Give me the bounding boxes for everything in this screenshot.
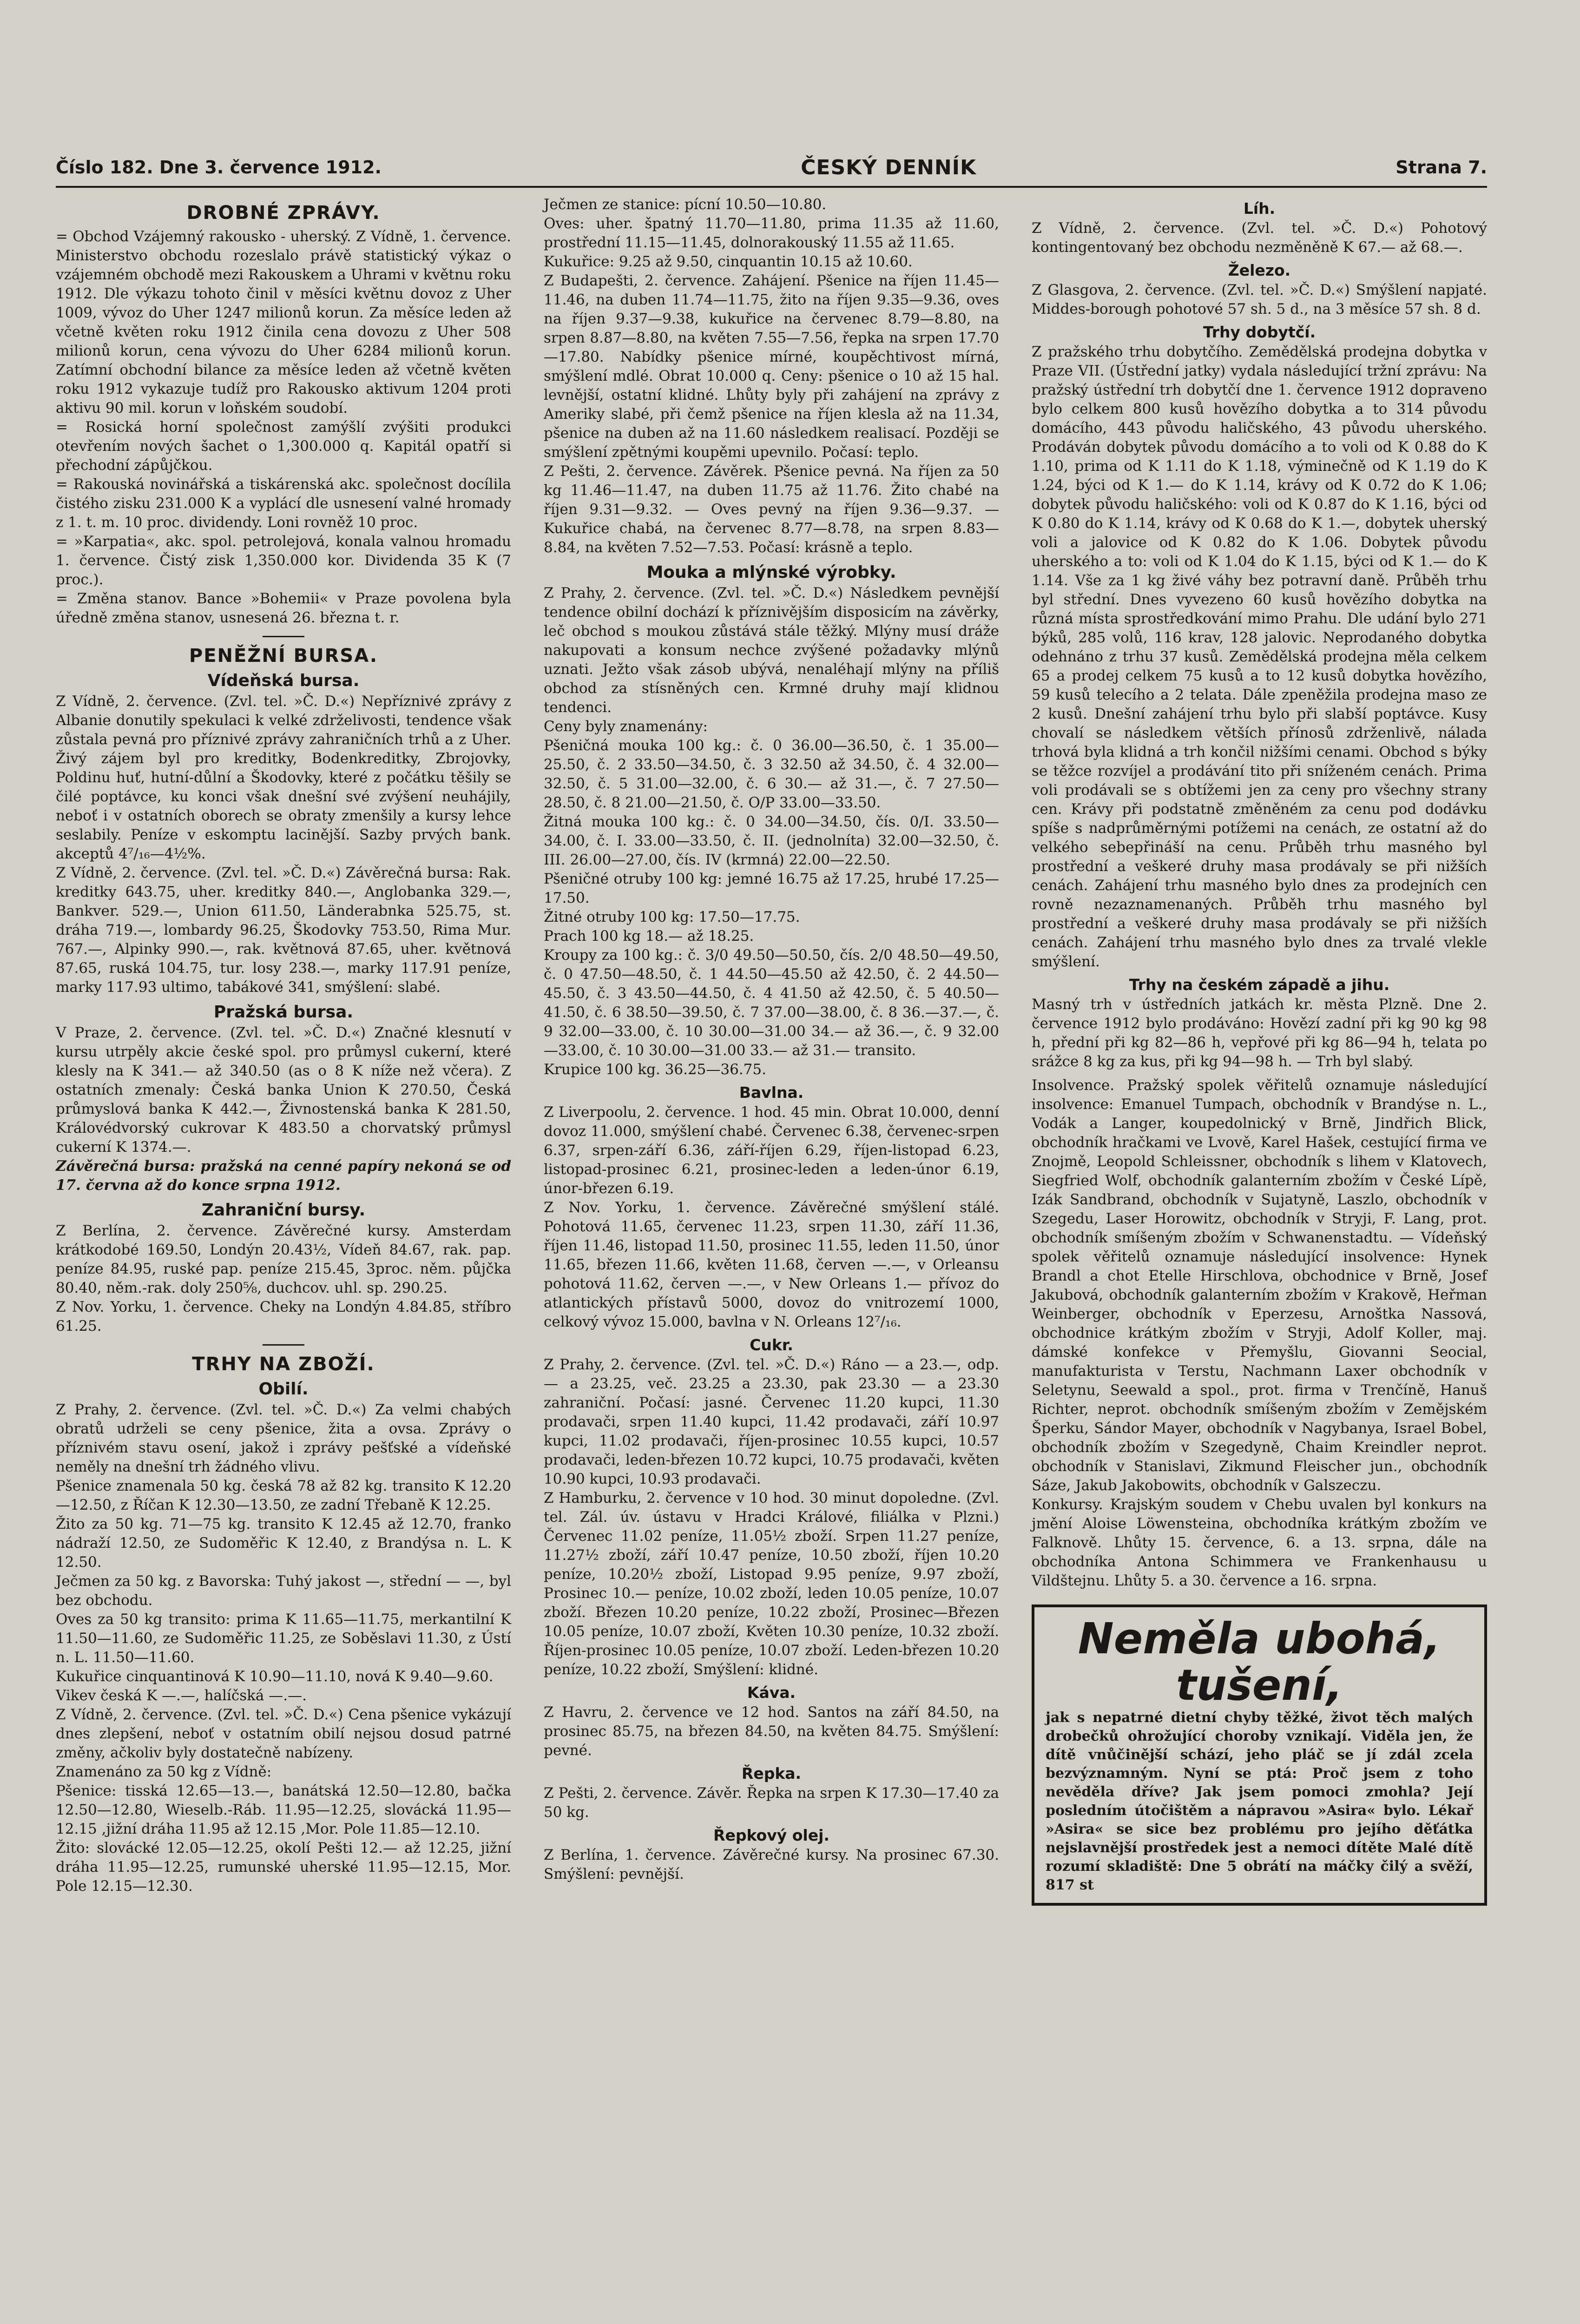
header-rule xyxy=(56,186,1487,188)
ad-text: jak s nepatrné dietní chyby těžké, život těch malých drobečků ohrožující choroby vznikají. Viděla jen, že dítě vnůčinější schází, jeho pláč se jí zdál zcela bezvýznamným. Nyní se ptá: Proč jsem z toho nevěděla dříve? Jak jsem pomoci zmohla? Její posledním útočištěm a nápravou »Asira« bylo. Lékař »Asira« se sice bez problému pro jejího děťátka nejslavnější prostředek jest a nemoci dítěte Malé dítě rozumí skladiště: Dne 5 obrátí na máčky čilý a svěží, 817 st xyxy=(1046,1710,1473,1893)
article-text: Z Vídně, 2. července. (Zvl. tel. »Č. D.«) Nepříznivé zprávy z Albanie donutily spekulaci k velké zdrželivosti, tendence však zůstala pevná pro příznivé zprávy zahraničních trhů a z Uher. Živý zájem byl pro kreditky, Bodenkreditky, Zbrojovky, Poldinu huť, hutní-důlní a Škodovky, které z počátku těšily se čilé poptávce, ku konci však dnešní své zvýšení neuhájily, neboť i v ostatních oborech se obraty zmenšily a kursy lehce seslabily. Peníze v eskomptu lacinější. Sazby prvých bank. akceptů 4⁷/₁₆—4½%. xyxy=(56,693,511,862)
article-text: Ječmen za 50 kg. z Bavorska: Tuhý jakost —, střední — —, byl bez obchodu. xyxy=(56,1573,511,1609)
article-text: Žitná mouka 100 kg.: č. 0 34.00—34.50, čís. 0/I. 33.50—34.00, č. I. 33.00—33.50, č. II. (jednolníta) 32.00—32.50, č. III. 26.00—27.00, čís. IV (krmná) 22.00—22.50. xyxy=(544,813,999,868)
article-text: Ceny byly znamenány: xyxy=(544,718,708,735)
article-text: = »Karpatia«, akc. spol. petrolejová, konala valnou hromadu 1. července. Čistý zisk 1,350.000 kor. Dividenda 35 K (7 proc.). xyxy=(56,533,511,588)
article-text: Z Nov. Yorku, 1. července. Cheky na Londýn 4.84.85, stříbro 61.25. xyxy=(56,1299,511,1334)
separator xyxy=(263,1344,304,1346)
article-text: Kukuřice: 9.25 až 9.50, cinquantin 10.15 až 10.60. xyxy=(544,253,913,270)
section-title: PENĚŽNÍ BURSA. xyxy=(189,645,378,667)
subsection-title: Vídeňská bursa. xyxy=(207,671,360,690)
article-text: Pšeničné otruby 100 kg: jemné 16.75 až 17.25, hrubé 17.25—17.50. xyxy=(544,871,999,906)
article-text: Z Prahy, 2. července. (Zvl. tel. »Č. D.«) Za velmi chabých obratů udrželi se ceny pšenice, žita a ovsa. Zprávy o příznivém stavu osení, jakož i zprávy pešťské a vídeňské neměly na dnešní trh žádného vlivu. xyxy=(56,1401,511,1475)
article-text: Z Pešti, 2. července. Závěr. Řepka na srpen K 17.30—17.40 za 50 kg. xyxy=(544,1785,999,1821)
article-text: Z Budapešti, 2. července. Zahájení. Pšenice na říjen 11.45—11.46, na duben 11.74—11.75, žito na říjen 9.35—9.36, oves na říjen 9.37—9.38, kukuřice na červenec 8.79—8.80, na srpen 8.87—8.80, na květen 7.55—7.56, řepka na srpen 17.70—17.80. Nabídky pšenice mírné, koupěchtivost mírná, smýšlení mdlé. Obrat 10.000 q. Ceny: pšenice o 10 až 15 hal. levnější, ostatní klidné. Lhůty byly při zahájení na zprávy z Ameriky slabé, při čemž pšenice na říjen klesla až na 11.34, pšenice na duben až na 11.60 následkem realisací. Později se smýšlení zpětnými koupěmi upevnilo. Počasí: teplo. xyxy=(544,272,999,461)
column-1 xyxy=(56,195,511,1896)
subsection-title: Řepkový olej. xyxy=(713,1826,830,1844)
subsection-title: Bavlna. xyxy=(739,1083,804,1102)
subsection-title: Líh. xyxy=(1243,199,1276,218)
subsection-title: Trhy na českém západě a jihu. xyxy=(1129,976,1390,994)
article-text: Ječmen ze stanice: pícní 10.50—10.80. xyxy=(544,196,827,213)
subsection-title: Trhy dobytčí. xyxy=(1203,323,1316,341)
article-text: Z Vídně, 2. července. (Zvl. tel. »Č. D.«) Pohotový kontingentovaný bez obchodu nezměněně K 67.— až 68.—. xyxy=(1032,220,1487,256)
article-text: Z Prahy, 2. července. (Zvl. tel. »Č. D.«) Následkem pevnější tendence obilní dochází k příznivějším disposicím na závěrky, leč obchod s moukou zůstává stále těžký. Mlýny musí dráže nakupovati a konsum nechce zvýšené požadavky mlýnů uznati. Ježto však zásob ubývá, nenaléhají mlýny na příliš obchod za stísněných cen. Krmné druhy mají klidnou tendenci. xyxy=(544,585,999,716)
article-text: Z Havru, 2. července ve 12 hod. Santos na září 84.50, na prosinec 85.75, na březen 84.50, na květen 84.75. Smýšlení: pevné. xyxy=(544,1704,999,1759)
column-3 xyxy=(1032,195,1487,1906)
article-text: Masný trh v ústředních jatkách kr. města Plzně. Dne 2. července 1912 bylo prodáváno: Hovězí zadní při kg 90 kg 98 h, přední při kg 82—86 h, vepřové při kg 86—94 h, telata po srážce 8 kg za kus, při kg 94—98 h. — Trh byl slabý. xyxy=(1032,996,1487,1070)
separator xyxy=(263,636,304,637)
article-text: = Obchod Vzájemný rakousko - uherský. Z Vídně, 1. července. Ministerstvo obchodu rozeslalo právě statistický výkaz o vzájemném obchodě mezi Rakouskem a Uhrami v květnu roku 1912. Dle výkazu tohoto činil v měsíci květnu dovoz z Uher 1009, vývoz do Uher 1247 milionů korun. Za měsíce leden až včetně květen roku 1912 činila cena dovozu z Uher 508 milionů korun, cena vývozu do Uher 6284 milionů korun. Zatímní obchodní bilance za měsíce leden až včetně květen roku 1912 vykazuje tudíž pro Rakousko aktivum 1204 proti aktivu 90 mil. korun v loňském soudobí. xyxy=(56,228,511,416)
issue-date: Číslo 182. Dne 3. července 1912. xyxy=(56,157,382,178)
article-text: = Rakouská novinářská a tiskárenská akc. společnost docílila čistého zisku 231.000 K a vyplácí dle usnesení valné hromady z 1. t. m. 10 proc. dividendy. Loni rovněž 10 proc. xyxy=(56,476,511,531)
article-text: Kroupy za 100 kg.: č. 3/0 49.50—50.50, čís. 2/0 48.50—49.50, č. 0 47.50—48.50, č. 1 44.50—45.50 až 42.50, č. 2 44.50—45.50, č. 3 43.50—44.50, č. 4 41.50 až 42.50, č. 5 40.50—41.50, č. 6 38.50—39.50, č. 7 37.00—38.00, č. 8 36.—37.—, č. 9 32.00—33.00, č. 10 30.00—31.00 34.— až 36.—, č. 9 32.00—33.00, č. 10 30.00—31.00 33.— až 31.— transito. xyxy=(544,947,999,1059)
article-text: Prach 100 kg 18.— až 18.25. xyxy=(544,928,754,944)
article-text: Z Nov. Yorku, 1. července. Závěrečné smýšlení stálé. Pohotová 11.65, červenec 11.23, srpen 11.30, září 11.36, říjen 11.46, listopad 11.50, prosinec 11.55, leden 11.50, únor 11.65, březen 11.66, květen 11.68, červen —.—, v Orleansu pohotová 11.62, červen —.—, v New Orleans 1.— přívoz do atlantických přístavů 5000, dovoz do vnitrozemí 1000, celkový vývoz 15.000, bavlna v N. Orleans 12⁷/₁₆. xyxy=(544,1199,999,1330)
article-text: Z Prahy, 2. července. (Zvl. tel. »Č. D.«) Ráno — a 23.—, odp. — a 23.25, več. 23.25 a 23.30, pak 23.30 — a 23.30 zahraniční. Počasí: jasné. Červenec 11.20 kupci, 11.30 prodavači, srpen 11.40 kupci, 11.42 prodavači, září 10.97 kupci, 11.02 prodavači, říjen-prosinec 10.55 kupci, 10.57 prodavači, leden-březen 10.72 kupci, 10.75 prodavači, květen 10.90 kupci, 10.93 prodavači. xyxy=(544,1356,999,1487)
article-text: Závěrečná bursa: pražská na cenné papíry nekoná se od 17. června až do konce srpna 1912. xyxy=(56,1158,511,1194)
ad-headline: Neměla ubohá, xyxy=(1078,1614,1441,1664)
subsection-title: Zahraniční bursy. xyxy=(201,1201,366,1220)
article-text: V Praze, 2. července. (Zvl. tel. »Č. D.«) Značné klesnutí v kursu utrpěly akcie české spol. pro průmysl cukerní, které klesly na K 341.— až 340.50 (as o 8 K níže než včera). Z ostatních zmenaly: Česká banka Union K 270.50, Česká průmyslová banka K 442.—, Živnostenská banka K 281.50, Královédvorský cukrovar K 483.50 a chorvatský průmysl cukerní K 1374.—. xyxy=(56,1024,511,1155)
article-text: Insolvence. Pražský spolek věřitelů oznamuje následující insolvence: Emanuel Tumpach, obchodník v Brandýse n. L., Vodák a Langer, koupedolnický v Brně, Jindřich Blick, obchodník hračkami ve Lvově, Karel Hašek, cestující firma ve Znojmě, Leopold Schleissner, obchodník s lihem v Klatovech, Siegfried Wolf, obchodník galanterním zbožím v České Lípě, Izák Sandbrand, obchodník v Sujatyně, Laszlo, obchodník v Szegedu, Laser Horowitz, obchodník v Stryji, F. Lang, prot. obchodník smíšeným zbožím v Schwanenstadtu. — Vídeňský spolek věřitelů oznamuje následující insolvence: Hynek Brandl a chot Etelle Hirschlova, obchodnice v Brně, Josef Jakubová, obchodník galanterním zbožím v Krakově, Heřman Weinberger, obchodník v Eperzesu, Arnoštka Nassová, obchodnice krátkým zbožím v Stryji, Adolf Koller, maj. dámské konfekce v Přemyšlu, Giovanni Seocial, manufakturista v Terstu, Nachmann Laxer obchodník v Seletynu, Seewald a spol., prot. firma v Trenčíně, Hanuš Richter, neprot. obchodník smíšeným zbožím v Zemějském Šperku, Sándor Mayer, obchodník v Nagybanya, Israel Bobel, obchodník zbožím v Szegedyně, Chaim Kreindler neprot. obchodník v Stanislavi, Zikmund Fleischer jun., obchodník Sáze, Jakub Jakobowits, obchodník v Galszeczu. xyxy=(1032,1077,1487,1494)
article-text: = Rosická horní společnost zamýšlí zvýšiti produkci otevřením nových šachet o 1,300.000 q. Kapitál opatří si přechodní zápůjčkou. xyxy=(56,419,511,474)
subsection-title: Káva. xyxy=(747,1684,796,1702)
subsection-title: Cukr. xyxy=(750,1336,793,1354)
ad-headline: tušení, xyxy=(1176,1660,1343,1710)
article-text: Kukuřice cinquantinová K 10.90—11.10, nová K 9.40—9.60. xyxy=(56,1668,494,1685)
page-number: Strana 7. xyxy=(1396,157,1487,178)
article-text: Žito za 50 kg. 71—75 kg. transito K 12.45 až 12.70, franko nádraží 12.50, ze Sudoměřic K 12.40, z Brandýsa n. L. K 12.50. xyxy=(56,1516,511,1571)
article-text: Žitné otruby 100 kg: 17.50—17.75. xyxy=(544,909,800,925)
article-text: Krupice 100 kg. 36.25—36.75. xyxy=(544,1061,766,1078)
page-header xyxy=(56,153,1487,181)
article-text: Z pražského trhu dobytčího. Zemědělská prodejna dobytka v Praze VII. (Ústřední jatky) vydala následující tržní zprávu: Na pražský ústřední trh dobytčí dne 1. července 1912 dopraveno bylo celkem 800 kusů hovězího dobytka a to 314 původu domácího, 443 původu haličského, 43 původu uherského. Prodáván dobytek původu domácího a to voli od K 0.88 do K 1.10, prima od K 1.11 do K 1.18, výminečně od K 1.19 do K 1.24, býci od K 1.— do K 1.14, krávy od K 0.72 do K 1.06; dobytek původu haličského: voli od K 0.87 do K 1.16, býci od K 0.80 do K 1.14, krávy od K 0.68 do K 1.—, dobytek uherský voli a jalovice od K 0.82 do K 1.06. Dobytek původu uherského a to: voli od K 1.04 do K 1.15, býci od K 1.— do K 1.14. Vše za 1 kg živé váhy bez potravní daně. Průběh trhu byl střední. Dnes vyvezeno 60 kusů hovězího dobytka na různá místa sprostředkování mimo Prahu. Dle udání bylo 271 býků, 285 volů, 116 krav, 128 jalovic. Neprodaného dobytka odehnáno z trhu 37 kusů. Zemědělská prodejna měla celkem 65 a prodej celkem 75 kusů a to 12 kusů dobytka hovězího, 59 kusů telecího a 2 telata. Dále zpeněžila prodejna maso ze 2 kusů. Dnešní zahájení trhu bylo při slabší poptávce. Kusy chovalí se následkem větších přínosů zdrženlivě, nálada trhová byla klidná a trh končil nižšími cenami. Obchod s býky se těžce rozvíjel a prodávání tito při sníženém cenách. Prima voli prodávali se s obtížemi jen za ceny pro všechny strany cen. Krávy při podstatně změněném za cenu pod dodávku spíše s nadprůměrnými potížemi na cenách, ze ostatní až do velkého sebepřináší na cenu. Průběh trhu masného byl prostřední a veškeré druhy masa prodávaly se při nižších cenách. Zahájení trhu masného bylo dnes za prodejních cen rovně nezaznamenaných. Průběh trhu masného byl prostřední a veškeré druhy masa prodávaly se při nižších cenách. Zahájení trhu masného bylo dnes za trvalé vlekle smýšlení. xyxy=(1032,343,1487,970)
article-text: Z Pešti, 2. července. Závěrek. Pšenice pevná. Na říjen za 50 kg 11.46—11.47, na duben 11.75 až 11.76. Žito chabé na říjen 9.31—9.32. — Oves pevný na říjen 9.36—9.37. — Kukuřice chabá, na červenec 8.77—8.78, na srpen 8.83—8.84, na květen 7.52—7.53. Počasí: krásně a teplo. xyxy=(544,463,999,556)
column-2 xyxy=(544,195,999,1884)
article-text: = Změna stanov. Bance »Bohemii« v Praze povolena byla úředně změna stanov, usnesená 26. března t. r. xyxy=(56,590,511,626)
article-text: Konkursy. Krajským soudem v Chebu uvalen byl konkurs na jmění Aloise Löwensteina, obchodníka krátkým zbožím ve Falknově. Lhůty 15. července, 6. a 13. srpna, dále na obchodníka Antona Schimmera ve Frankenhausu u Vildštejnu. Lhůty 5. a 30. července a 16. srpna. xyxy=(1032,1496,1487,1589)
article-text: Z Liverpoolu, 2. července. 1 hod. 45 min. Obrat 10.000, denní dovoz 11.000, smýšlení chabé. Červenec 6.38, červenec-srpen 6.37, srpen-září 6.36, září-říjen 6.29, říjen-listopad 6.23, listopad-prosinec 6.21, prosinec-leden a leden-únor 6.19, únor-březen 6.19. xyxy=(544,1104,999,1197)
article-text: Znamenáno za 50 kg z Vídně: xyxy=(56,1763,272,1780)
section-title: TRHY NA ZBOŽÍ. xyxy=(192,1353,375,1375)
subsection-title: Pražská bursa. xyxy=(213,1003,354,1022)
article-text: Z Hamburku, 2. července v 10 hod. 30 minut dopoledne. (Zvl. tel. Zál. úv. ústavu v Hradci Králové, filiálka v Plzni.) Červenec 11.02 peníze, 11.05½ zboží. Srpen 11.27 peníze, 11.27½ zboží, září 10.47 peníze, 10.50 zboží, říjen 10.20 peníze, 10.20½ zboží, Listopad 9.95 peníze, 9.97 zboží, Prosinec 10.— peníze, 10.02 zboží, leden 10.05 peníze, 10.07 zboží. Březen 10.20 peníze, 10.22 zboží, Prosinec—Březen 10.05 peníze, 10.07 zboží, Květen 10.30 peníze, 10.32 zboží. Říjen-prosinec 10.05 peníze, 10.07 zboží. Leden-březen 10.20 peníze, 10.22 zboží, Smýšlení: klidné. xyxy=(544,1490,999,1678)
article-text: Pšenice: tisská 12.65—13.—, banátská 12.50—12.80, bačka 12.50—12.80, Wieselb.-Ráb. 11.95—12.25, slovácká 11.95—12.15 ,jižní dráha 11.95 až 12.15 ,Mor. Pole 11.85—12.10. xyxy=(56,1783,511,1837)
article-text: Z Glasgova, 2. července. (Zvl. tel. »Č. D.«) Smýšlení napjaté. Middes-borough pohotové 57 sh. 5 d., na 3 měsíce 57 sh. 8 d. xyxy=(1032,282,1487,317)
article-text: Oves za 50 kg transito: prima K 11.65—11.75, merkantilní K 11.50—11.60, ze Sudoměřic 11.25, ze Soběslavi 11.30, z Ústí n. L. 11.50—11.60. xyxy=(56,1611,511,1666)
article-text: Pšeničná mouka 100 kg.: č. 0 36.00—36.50, č. 1 35.00—25.50, č. 2 33.50—34.50, č. 3 32.50 až 34.50, č. 4 32.00—32.50, č. 5 31.00—32.00, č. 6 30.— až 31.—, č. 7 27.50—28.50, č. 8 21.00—21.50, č. O/P 33.00—33.50. xyxy=(544,737,999,811)
article-text: Z Vídně, 2. července. (Zvl. tel. »Č. D.«) Cena pšenice vykázují dnes zlepšení, neboť v ostatním obilí nejsou dosud patrné změny, ačkoliv byly dostatečně nabízeny. xyxy=(56,1706,511,1761)
article-text: Žito: slovácké 12.05—12.25, okolí Pešti 12.— až 12.25, jižní dráha 11.95—12.25, rumunské uherské 11.95—12.15, Mor. Pole 12.15—12.30. xyxy=(56,1840,511,1895)
article-text: Z Berlína, 1. července. Závěrečné kursy. Na prosinec 67.30. Smýšlení: pevnější. xyxy=(544,1847,999,1882)
article-text: Z Vídně, 2. července. (Zvl. tel. »Č. D.«) Závěrečná bursa: Rak. kreditky 643.75, uher. kreditky 840.—, Anglobanka 329.—, Bankver. 529.—, Union 611.50, Länderabnka 525.75, st. dráha 719.—, lombardy 96.25, Škodovky 753.50, Rima Mur. 767.—, Alpinky 990.—, rak. květnová 87.65, uher. květnová 87.65, ruská 104.75, tur. losy 238.—, marky 117.91 peníze, marky 117.93 ultimo, tabákové 341, smýšlení: slabé. xyxy=(56,865,511,996)
advertisement xyxy=(1032,1604,1487,1906)
article-text: Oves: uher. špatný 11.70—11.80, prima 11.35 až 11.60, prostřední 11.15—11.45, dolnorakouský 11.55 až 11.65. xyxy=(544,215,999,251)
subsection-title: Obilí. xyxy=(258,1380,309,1399)
subsection-title: Mouka a mlýnské výrobky. xyxy=(646,563,896,582)
section-title: DROBNÉ ZPRÁVY. xyxy=(186,202,381,224)
article-text: Z Berlína, 2. července. Závěrečné kursy. Amsterdam krátkodobé 169.50, Londýn 20.43½, Vídeň 84.67, rak. pap. peníze 84.95, ruské pap. peníze 215.45, 3proc. něm. půjčka 80.40, něm.-rak. doly 250⅝, duchcov. uhl. sp. 290.25. xyxy=(56,1222,511,1296)
paper-name: ČESKÝ DENNÍK xyxy=(801,155,977,179)
newspaper-page xyxy=(56,153,1487,2324)
subsection-title: Železo. xyxy=(1228,261,1291,279)
article-text: Pšenice znamenala 50 kg. česká 78 až 82 kg. transito K 12.20—12.50, z Říčan K 12.30—13.50, ze zadní Třebaně K 12.25. xyxy=(56,1478,511,1513)
subsection-title: Řepka. xyxy=(741,1764,802,1783)
article-text: Vikev česká K —.—, halíčská —.—. xyxy=(56,1687,307,1704)
